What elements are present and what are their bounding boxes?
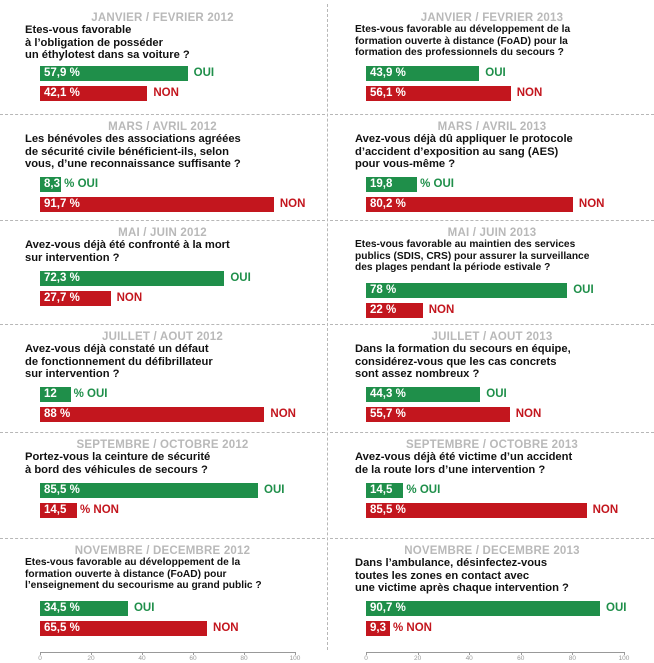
question-text: Dans la formation du secours en équipe, considérez-vous que les cas concrets sont assez nombreux ? [355, 343, 571, 380]
no-answer-label: NON [516, 87, 543, 99]
question-text: Portez-vous la ceinture de sécurité à bord des véhicules de secours ? [25, 451, 211, 476]
period-label: MARS / AVRIL 2013 [437, 121, 547, 133]
yes-answer-label: OUI [606, 602, 627, 614]
axis-tick-label: 40 [465, 655, 473, 662]
question-text: Avez-vous déjà été victime d’un accident de la route lors d’une intervention ? [355, 451, 573, 476]
x-axis-left [38, 652, 301, 663]
yes-answer-label: OUI [485, 67, 506, 79]
no-answer-label: NON [592, 504, 619, 516]
no-answer-label: NON [578, 198, 605, 210]
survey-panel [0, 114, 325, 221]
question-text: Etes-vous favorable au maintien des services publics (SDIS, CRS) pour assurer la surveillance des plages pendant la période estivale ? [355, 239, 590, 274]
question-text: Etes-vous favorable à l’obligation de posséder un éthylotest dans sa voiture ? [25, 24, 190, 61]
period-label: JUILLET / AOUT 2013 [431, 331, 553, 343]
yes-bar [366, 483, 403, 498]
yes-answer-label: OUI [573, 284, 594, 296]
yes-bar [40, 601, 128, 616]
axis-tick-label: 100 [618, 655, 630, 662]
question-text: Avez-vous déjà été confronté à la mort sur intervention ? [25, 239, 230, 264]
period-label: MAI / JUIN 2012 [118, 227, 207, 239]
axis-tick-label: 100 [289, 655, 301, 662]
question-text: Dans l’ambulance, désinfectez-vous toutes les zones en contact avec une victime après chaque intervention ? [355, 557, 569, 594]
column-2013 [330, 0, 654, 652]
no-bar [366, 303, 423, 318]
no-answer-label: NON [213, 622, 239, 634]
no-bar [366, 503, 587, 518]
no-value-label: 9,3 [370, 622, 386, 634]
yes-value-label: 90,7 % [370, 602, 406, 614]
yes-answer-label: % OUI [420, 178, 454, 190]
survey-panel [0, 220, 325, 325]
yes-bar [40, 66, 188, 81]
no-answer-label: NON [279, 198, 306, 210]
survey-panel [0, 432, 325, 539]
yes-bar [40, 483, 258, 498]
no-bar [40, 621, 207, 636]
axis-tick-label: 60 [517, 655, 525, 662]
survey-panel [0, 4, 325, 114]
axis-tick-label: 0 [364, 655, 368, 662]
axis-tick-label: 60 [189, 655, 197, 662]
no-bar [40, 291, 111, 306]
no-bar [40, 407, 264, 422]
column-divider [327, 4, 328, 650]
no-answer-label: NON [116, 292, 143, 304]
no-bar [366, 86, 511, 101]
yes-answer-label: OUI [486, 388, 507, 400]
survey-panel [330, 538, 654, 653]
no-answer-label: NON [428, 304, 455, 316]
no-bar [366, 197, 573, 212]
x-axis-right [364, 652, 630, 663]
period-label: JANVIER / FEVRIER 2012 [91, 12, 234, 24]
axis-tick-label: 0 [38, 655, 42, 662]
survey-panel [330, 4, 654, 114]
no-value-label: 88 % [44, 408, 71, 420]
axis-tick-label: 40 [138, 655, 146, 662]
axis-line [40, 652, 295, 653]
survey-panel [330, 324, 654, 433]
survey-panel [0, 538, 325, 653]
no-value-label: 91,7 % [44, 198, 80, 210]
yes-bar [366, 601, 600, 616]
no-value-label: 55,7 % [370, 408, 406, 420]
yes-value-label: 57,9 % [44, 67, 80, 79]
axis-tick-label: 80 [568, 655, 577, 662]
yes-value-label: 72,3 % [44, 272, 80, 284]
no-value-label: 27,7 % [44, 292, 80, 304]
no-bar [40, 197, 274, 212]
period-label: NOVEMBRE / DECEMBRE 2012 [74, 545, 251, 557]
no-answer-label: % NON [392, 622, 432, 634]
yes-value-label: 14,5 [370, 484, 393, 496]
column-2012 [0, 0, 325, 652]
no-value-label: 85,5 % [370, 504, 406, 516]
question-text: Etes-vous favorable au développement de la formation ouverte à distance (FoAD) pour la formation des professionnels du secours ? [355, 24, 571, 59]
no-value-label: 22 % [370, 304, 397, 316]
no-bar [40, 86, 147, 101]
survey-panel [330, 432, 654, 539]
no-answer-label: NON [270, 408, 296, 420]
question-text: Les bénévoles des associations agréées de sécurité civile bénéficient-ils, selon vous, d’une reconnaissance suffisante ? [25, 133, 241, 170]
period-label: SEPTEMBRE / OCTOBRE 2013 [405, 439, 579, 451]
no-value-label: 65,5 % [44, 622, 80, 634]
no-answer-label: NON [153, 87, 179, 99]
question-text: Avez-vous déjà constaté un défaut de fonctionnement du défibrillateur sur intervention ? [25, 343, 213, 380]
no-bar [366, 621, 390, 636]
question-text: Avez-vous déjà dû appliquer le protocole d’accident d’exposition au sang (AES) pour vous-même ? [355, 133, 573, 170]
period-label: SEPTEMBRE / OCTOBRE 2012 [76, 439, 249, 451]
yes-value-label: 19,8 [370, 178, 393, 190]
no-value-label: 14,5 [44, 504, 67, 516]
question-text: Etes-vous favorable au développement de la formation ouverte à distance (FoAD) pour l’enseignement du secourisme au grand public ? [25, 557, 262, 592]
yes-value-label: 43,9 % [370, 67, 406, 79]
yes-bar [366, 387, 480, 402]
yes-answer-label: % OUI [64, 178, 99, 190]
period-label: MARS / AVRIL 2012 [108, 121, 217, 133]
yes-bar [366, 283, 567, 298]
period-label: MAI / JUIN 2013 [447, 227, 537, 239]
survey-panel [0, 324, 325, 433]
no-value-label: 42,1 % [44, 87, 80, 99]
no-bar [366, 407, 510, 422]
survey-panel [330, 220, 654, 325]
no-bar [40, 503, 77, 518]
yes-value-label: 78 % [370, 284, 397, 296]
yes-answer-label: OUI [133, 602, 155, 614]
no-answer-label: NON [515, 408, 542, 420]
yes-bar [40, 387, 71, 402]
period-label: JUILLET / AOUT 2012 [102, 331, 223, 343]
axis-tick-label: 80 [240, 655, 248, 662]
yes-bar [40, 271, 224, 286]
yes-bar [366, 66, 479, 81]
yes-value-label: 34,5 % [44, 602, 80, 614]
axis-tick-label: 20 [87, 655, 95, 662]
yes-answer-label: OUI [264, 484, 285, 496]
period-label: NOVEMBRE / DECEMBRE 2013 [404, 545, 580, 557]
yes-value-label: 44,3 % [370, 388, 406, 400]
axis-tick-label: 20 [413, 655, 422, 662]
yes-value-label: 8,3 [44, 178, 60, 190]
yes-answer-label: % OUI [406, 484, 441, 496]
yes-answer-label: OUI [193, 67, 215, 79]
survey-panel [330, 114, 654, 221]
yes-bar [366, 177, 417, 192]
yes-answer-label: % OUI [73, 388, 108, 400]
no-answer-label: % NON [79, 504, 119, 516]
yes-bar [40, 177, 61, 192]
yes-value-label: 85,5 % [44, 484, 80, 496]
no-value-label: 80,2 % [370, 198, 406, 210]
no-value-label: 56,1 % [370, 87, 406, 99]
yes-answer-label: OUI [230, 272, 251, 284]
period-label: JANVIER / FEVRIER 2013 [420, 12, 564, 24]
axis-line [366, 652, 624, 653]
yes-value-label: 12 [44, 388, 57, 400]
